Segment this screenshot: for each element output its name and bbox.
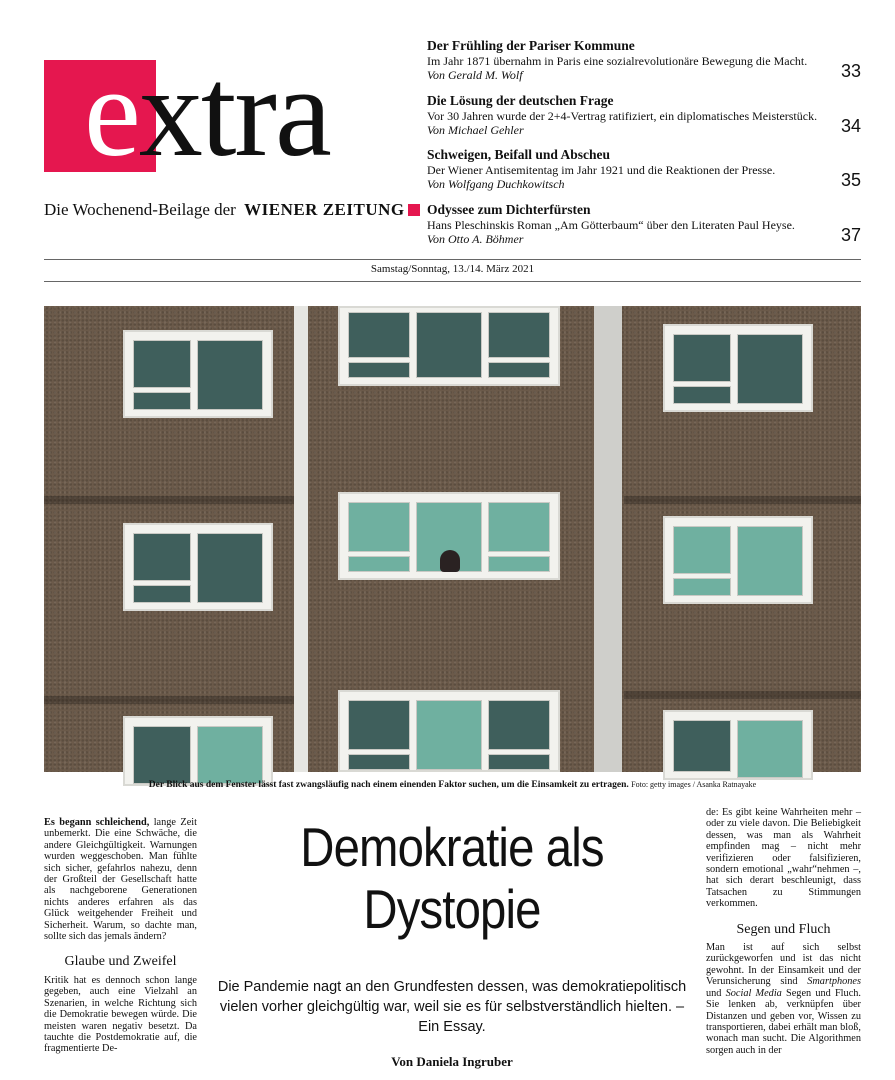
facade-band [624, 691, 861, 699]
divider-bottom [44, 281, 861, 282]
subheading: Glaube und Zweifel [64, 954, 177, 970]
person-in-window [440, 550, 460, 572]
dateline: Samstag/Sonntag, 13./14. März 2021 [370, 263, 535, 275]
teaser-item[interactable] [427, 202, 863, 257]
window [663, 516, 813, 604]
teaser-page-number: 33 [840, 61, 861, 81]
tagline-text: Die Wochenend-Beilage der [44, 200, 236, 219]
facade-pillar [294, 306, 308, 772]
article-headline: Demokratie als Dystopie [300, 816, 604, 940]
teaser-page-number: 34 [840, 115, 861, 136]
divider-top [44, 259, 861, 260]
facade-band [44, 496, 294, 504]
window [123, 716, 273, 786]
newspaper-name: WIENER ZEITUNG [244, 200, 405, 219]
photo-caption [44, 780, 861, 790]
window [338, 690, 560, 772]
window [663, 324, 813, 412]
teaser-page-number: 37 [840, 224, 861, 245]
teaser-title: Der Frühling der Pariser Kommune [427, 38, 635, 53]
article-paragraph: de: Es gibt keine Wahrheiten mehr – oder zu viele davon. Die Beliebigkeit dessen, was man als Wahrheit empfinden mag – nicht mehr verifizieren oder falsifizieren, sondern emotional „wahr“nehmen –, hat sich derart beschleunigt, dass Tatsachen zu Stimmungen verkommen. [706, 807, 861, 910]
teaser-item[interactable] [427, 93, 863, 148]
teaser-list [427, 38, 863, 256]
lead-in: Es begann schleichend, [44, 817, 150, 828]
teaser-author: Von Michael Gehler [427, 122, 524, 137]
logo-square-icon [408, 204, 420, 216]
lead-photo [44, 306, 861, 772]
window [123, 523, 273, 611]
facade-band [624, 496, 861, 504]
teaser-description: Hans Pleschinskis Roman „Am Götterbaum“ über den Literaten Paul Heyse. [427, 217, 795, 232]
logo-extra: extra [84, 41, 330, 183]
teaser-author: Von Wolfgang Duchkowitsch [427, 177, 565, 191]
caption-text: Der Blick aus dem Fenster lässt fast zwangsläufig nach einem einenden Faktor suchen, um die Einsamkeit zu ertragen. [148, 780, 629, 790]
teaser-author: Von Otto A. Böhmer [427, 231, 524, 246]
window [338, 306, 560, 386]
article-paragraph: Man ist auf sich selbst zurückgeworfen und ist das nicht gewohnt. In der Einsamkeit und der Verunsicherung sind Smartphones und Social Media Segen und Fluch. Sie lenken ab, verknüpfen über Distanzen und geben vor, Wissen zu transportieren, dabei erhält man bloß, wonach man sucht. Die Algorithmen sorgen auch in der [706, 942, 861, 1056]
teaser-page-number: 35 [840, 170, 861, 190]
teaser-description: Im Jahr 1871 übernahm in Paris eine sozialrevolutionäre Bewegung die Macht. [427, 54, 808, 68]
tagline [44, 200, 420, 220]
teaser-author: Von Gerald M. Wolf [427, 68, 523, 82]
facade-band [44, 696, 294, 704]
article-standfirst: Die Pandemie nagt an den Grundfesten dessen, was demokratiepolitisch vielen vorher gleichgültig war, weil sie es für selbstverständlich hielten. – Ein Essay. [217, 979, 687, 1035]
article-paragraph: Es begann schleichend, lange Zeit unbemerkt. Die eine Schwäche, die andere Gleichgültigkeit. Warnungen wurden weggeschoben. Man fühlte sich sicher, gefahrlos nahezu, denn der Großteil der Gesellschaft hatte als nachgeborene Generationen nichts anderes erfahren als das Glück weitgehender Freiheit und Sicherheit. Warum, so dachte man, sollte sich das jemals ändern? [44, 817, 197, 943]
photo-credit: Foto: getty images / Asanka Ratnayake [631, 780, 757, 789]
teaser-title: Odyssee zum Dichterfürsten [427, 201, 591, 217]
window [663, 710, 813, 780]
teaser-title: Die Lösung der deutschen Frage [427, 92, 614, 108]
article-column-left [44, 817, 197, 1055]
article-column-right [706, 807, 861, 1067]
article-paragraph: Kritik hat es dennoch schon lange gegeben, auch eine Vielzahl an Szenarien, in welche Richtung sich die Demokratie bewegen würde. Die meisten waren negativ besetzt. Da tauchte die Postdemokratie auf, die fragmentierte De- [44, 974, 197, 1055]
window-with-person [338, 492, 560, 580]
facade-pillar [594, 306, 622, 772]
teaser-item[interactable] [427, 147, 863, 202]
article-byline: Von Daniela Ingruber [391, 1054, 513, 1069]
teaser-description: Der Wiener Antisemitentag im Jahr 1921 und die Reaktionen der Presse. [427, 163, 776, 177]
teaser-title: Schweigen, Beifall und Abscheu [427, 147, 611, 162]
teaser-item[interactable] [427, 38, 863, 93]
window [123, 330, 273, 418]
subheading: Segen und Fluch [736, 921, 831, 937]
teaser-description: Vor 30 Jahren wurde der 2+4-Vertrag ratifiziert, ein diplomatisches Meisterstück. [427, 108, 818, 123]
